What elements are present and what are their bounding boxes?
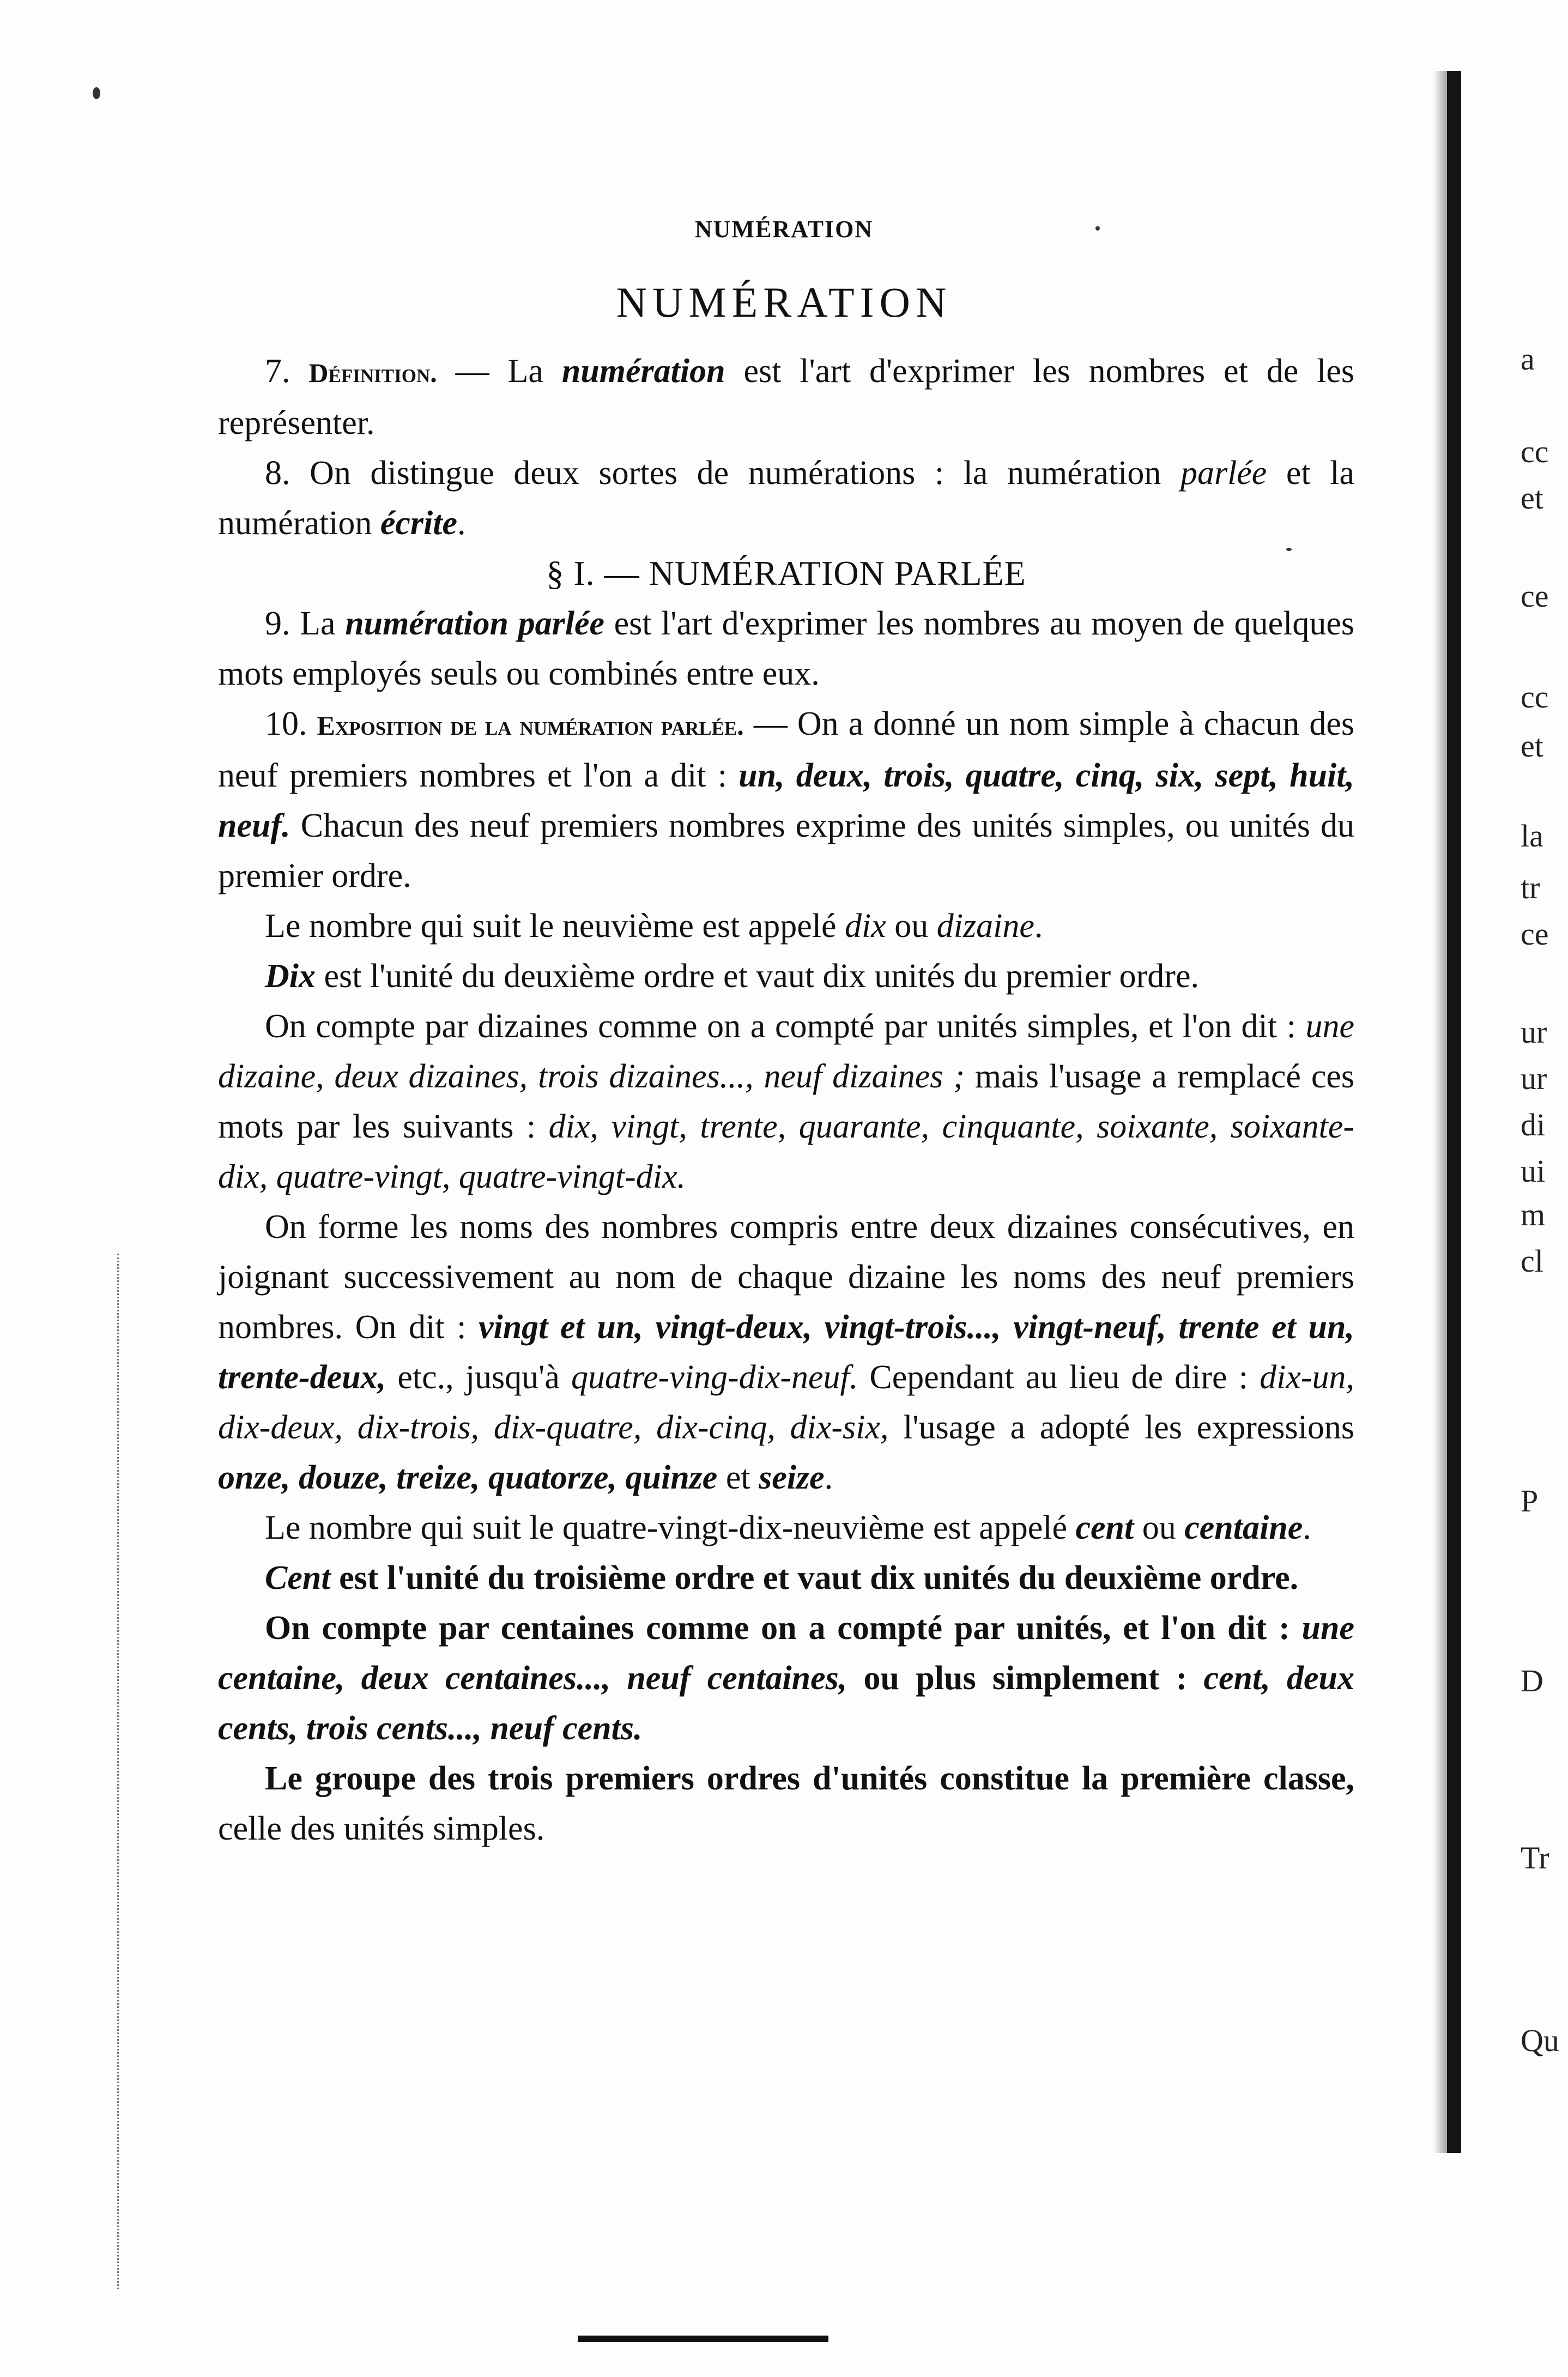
term-list: une centaine, deux centaines..., neuf centaines, [218,1610,1354,1697]
facing-fragment: cc [1521,679,1549,715]
paragraph-18 [218,1753,1354,1854]
term: parlée [1180,455,1267,492]
body-text [218,346,1354,1854]
paragraph-7 [218,346,1354,448]
paragraph-8 [218,448,1354,548]
paragraph-number: 9. [265,605,290,642]
term-list: cent, deux cents, trois cents..., neuf cents. [218,1660,1355,1747]
paragraph-heading: Exposition de la numération parlée. [317,710,744,741]
bottom-rule [578,2336,828,2342]
text: On compte par centaines comme on a compté par unités, et l'on dit : [265,1610,1302,1647]
facing-fragment: tr [1521,870,1540,905]
term-list: vingt et un, vingt-deux, vingt-trois..., vingt-neuf, trente et un, trente-deux, [218,1309,1354,1396]
facing-fragment: ui [1521,1153,1546,1189]
term-list: un, deux, trois, quatre, cinq, six, sept, huit, neuf. [218,757,1354,844]
text: La [290,605,346,642]
running-head: NUMÉRATION [694,216,874,243]
text: est l'unité du troisième ordre et vaut dix unités du deuxième ordre. [330,1559,1299,1596]
margin-scan-marks [117,1254,122,2289]
facing-fragment: ce [1521,578,1549,614]
term: dizaine [936,908,1034,945]
paragraph-11 [218,901,1354,951]
text: . [1034,908,1043,945]
facing-fragment: P [1521,1483,1539,1519]
text: l'usage a adopté les expressions [888,1409,1354,1446]
scan-speck [93,87,100,99]
term: cent [1075,1509,1134,1546]
term-list: une dizaine, deux dizaines, trois dizaines..., neuf dizaines ; [218,1008,1354,1095]
facing-fragment: la [1521,818,1543,854]
text: Chacun des neuf premiers nombres exprime des unités simples, ou unités du premier ordre. [218,807,1354,894]
text: . [457,505,466,542]
paragraph-number: 8. [265,455,290,492]
term: écrite [380,505,458,542]
paragraph-15 [218,1503,1354,1553]
text: On forme les noms des nombres compris entre deux dizaines consécutives, en joignant successivement au nom de chaque dizaine les noms des neuf premiers nombres. On dit : [218,1208,1354,1346]
paragraph-14 [218,1202,1354,1503]
facing-fragment: di [1521,1107,1546,1142]
text: — La [437,353,562,390]
facing-fragment: m [1521,1197,1546,1232]
term: quatre-ving-dix-neuf. [571,1359,858,1396]
term: seize [759,1459,825,1496]
binding-shadow [1433,71,1447,2153]
text: est l'art d'exprimer les nombres au moyen de quelques mots employés seuls ou combinés entre eux. [218,605,1354,692]
paragraph-9 [218,598,1354,699]
term: Dix [265,958,316,995]
facing-fragment: Tr [1521,1840,1549,1876]
text: et [717,1459,759,1496]
text: est l'unité du deuxième ordre et vaut dix unités du premier ordre. [316,958,1199,995]
term: numération [561,353,725,390]
facing-fragment: et [1521,480,1543,516]
term: numération parlée [345,605,604,642]
term: première classe, [1121,1760,1354,1797]
text: Le nombre qui suit le neuvième est appelé [265,908,845,945]
paragraph-12 [218,951,1354,1001]
text: et la numération [218,455,1354,542]
text: celle des unités simples. [218,1810,545,1847]
facing-fragment: et [1521,728,1543,764]
text: Le groupe des trois premiers ordres d'unités constitue la [265,1760,1121,1797]
text: . [1303,1509,1311,1546]
section-title: § I. — NUMÉRATION PARLÉE [546,554,1026,592]
term: centaine [1184,1509,1303,1546]
facing-fragment: a [1521,341,1535,377]
term: dix [845,908,886,945]
text: On distingue deux sortes de numérations : la numération [290,455,1180,492]
facing-page-edge [1521,0,1568,2377]
text: ou plus simplement : [847,1660,1204,1697]
chapter-title: NUMÉRATION [616,279,952,326]
facing-fragment: ce [1521,916,1549,952]
text: est l'art d'exprimer les nombres et de les représenter. [218,353,1355,441]
facing-fragment: ur [1521,1061,1547,1096]
text: etc., jusqu'à [386,1359,572,1396]
facing-fragment: cl [1521,1243,1543,1279]
paragraph-heading: Définition. [308,358,437,388]
term: Cent [265,1559,331,1596]
text: ou [886,908,937,945]
paragraph-13 [218,1001,1354,1202]
scan-speck [1286,548,1292,551]
text: ou [1134,1509,1185,1546]
text: On compte par dizaines comme on a compté par unités simples, et l'on dit : [265,1008,1306,1045]
facing-fragment: cc [1521,434,1549,469]
text: Cependant au lieu de dire : [858,1359,1260,1396]
term-list: dix-un, dix-deux, dix-trois, dix-quatre, dix-cinq, dix-six, [218,1359,1354,1446]
facing-fragment: ur [1521,1014,1547,1050]
paragraph-17 [218,1603,1354,1753]
facing-fragment: Qu [1521,2023,1559,2058]
term-list: onze, douze, treize, quatorze, quinze [218,1459,718,1496]
facing-fragment: D [1521,1663,1543,1698]
paragraph-16 [218,1553,1354,1603]
text: mais l'usage a remplacé ces mots par les suivants : [218,1058,1354,1145]
scan-speck [1095,226,1100,231]
text: . [824,1459,833,1496]
term-list: dix, vingt, trente, quarante, cinquante, soixante, soixante-dix, quatre-vingt, quatre-vingt-dix. [218,1108,1354,1195]
paragraph-10 [218,699,1354,901]
text: Le nombre qui suit le quatre-vingt-dix-neuvième est appelé [265,1509,1076,1546]
paragraph-number: 7. [265,353,290,390]
paragraph-number: 10. [265,705,307,742]
binding-gutter [1447,71,1461,2153]
text: — On a donné un nom simple à chacun des neuf premiers nombres et l'on a dit : [218,705,1354,794]
